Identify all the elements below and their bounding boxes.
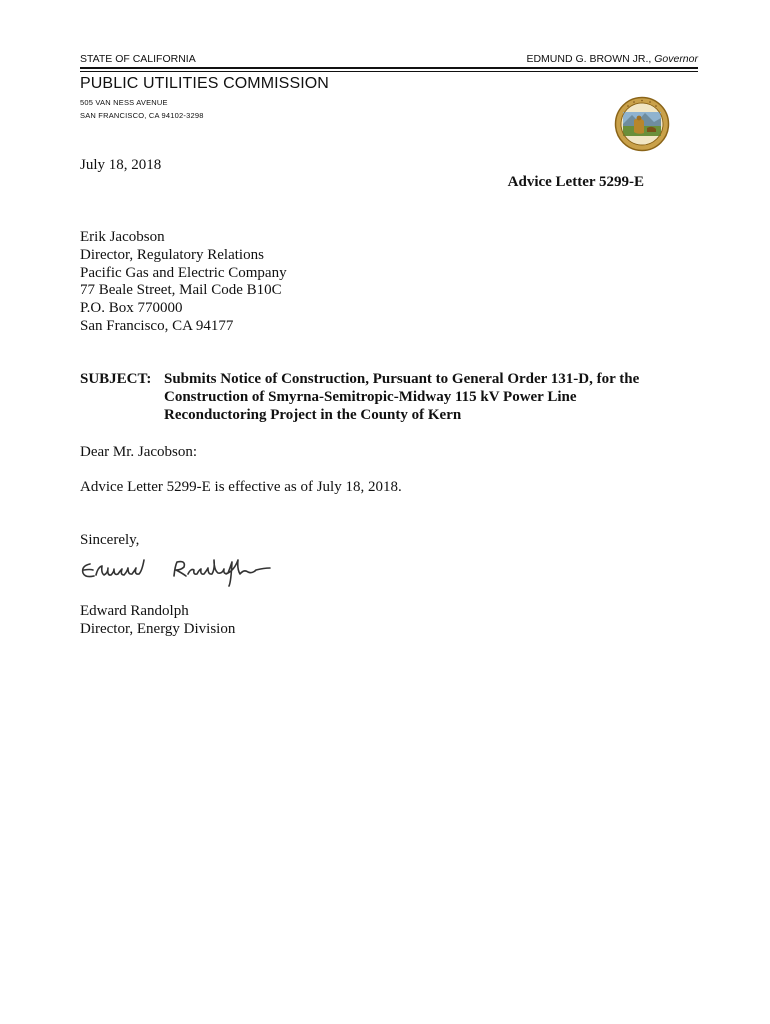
governor-label bbox=[526, 53, 698, 65]
signer-name: Edward Randolph bbox=[80, 603, 189, 619]
recipient-city: San Francisco, CA 94177 bbox=[80, 317, 234, 334]
state-seal-icon bbox=[614, 96, 670, 152]
governor-title: Governor bbox=[654, 53, 698, 65]
letterhead-top-row bbox=[80, 53, 698, 67]
advice-letter-number: Advice Letter 5299-E bbox=[507, 174, 644, 190]
subject-text bbox=[164, 371, 680, 424]
recipient-street: 77 Beale Street, Mail Code B10C bbox=[80, 282, 282, 299]
header-rule-thick bbox=[80, 67, 698, 69]
signer-block bbox=[80, 603, 235, 639]
letter-body: Advice Letter 5299-E is effective as of July 18, 2018. bbox=[80, 479, 402, 495]
header-rule-thin bbox=[80, 71, 698, 72]
subject-label: SUBJECT: bbox=[80, 371, 152, 387]
subject-line: Construction of Smyrna-Semitropic-Midway 115 kV Power Line bbox=[164, 388, 577, 405]
agency-address-line2: SAN FRANCISCO, CA 94102-3298 bbox=[80, 111, 204, 120]
subject-line: Submits Notice of Construction, Pursuant to General Order 131-D, for the bbox=[164, 371, 640, 387]
governor-name: EDMUND G. BROWN JR., bbox=[526, 53, 652, 65]
salutation: Dear Mr. Jacobson: bbox=[80, 444, 198, 460]
recipient-name: Erik Jacobson bbox=[80, 229, 165, 245]
letter-date: July 18, 2018 bbox=[80, 157, 162, 173]
recipient-title: Director, Regulatory Relations bbox=[80, 246, 264, 263]
agency-name: PUBLIC UTILITIES COMMISSION bbox=[80, 75, 329, 92]
recipient-address-block bbox=[80, 229, 287, 336]
state-label: STATE OF CALIFORNIA bbox=[80, 53, 196, 65]
signer-title: Director, Energy Division bbox=[80, 620, 236, 637]
recipient-po-box: P.O. Box 770000 bbox=[80, 300, 183, 317]
handwritten-signature bbox=[78, 556, 278, 590]
closing: Sincerely, bbox=[80, 532, 140, 548]
recipient-company: Pacific Gas and Electric Company bbox=[80, 264, 287, 281]
subject-line: Reconductoring Project in the County of Kern bbox=[164, 406, 462, 423]
agency-address-line1: 505 VAN NESS AVENUE bbox=[80, 98, 168, 107]
subject-block bbox=[80, 371, 680, 424]
